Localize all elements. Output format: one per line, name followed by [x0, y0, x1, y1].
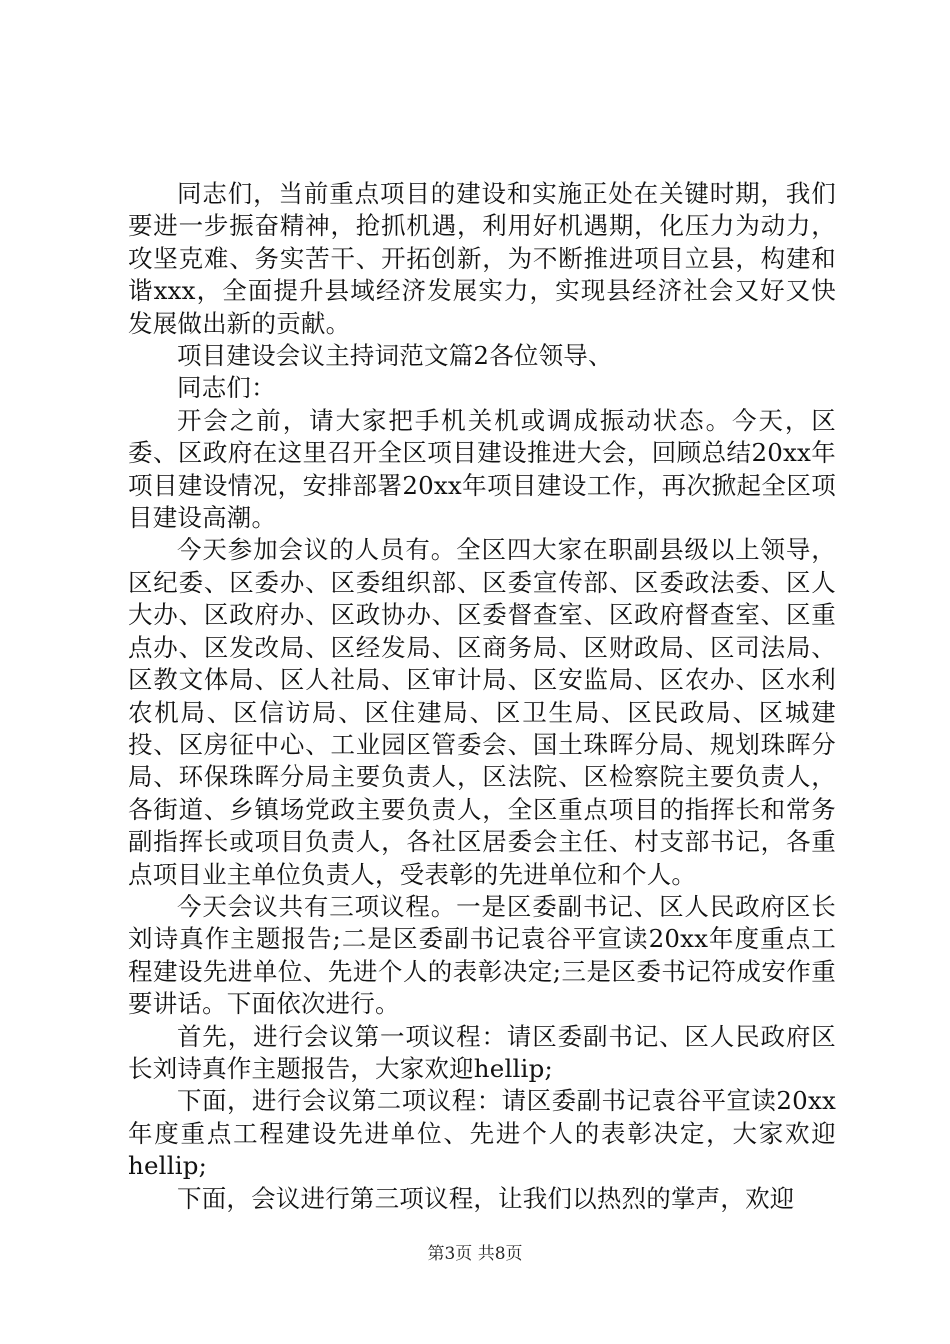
document-body [128, 178, 836, 1215]
paragraph: 同志们： [177, 373, 276, 403]
paragraph: 首先，进行会议第一项议程：请区委副书记、区人民政府区长刘诗真作主题报告，大家欢迎hellip; [128, 1021, 836, 1083]
paragraph: 同志们，当前重点项目的建设和实施正处在关键时期，我们要进一步振奋精神，抢抓机遇，利用好机遇期，化压力为动力，攻坚克难、务实苦干、开拓创新，为不断推进项目立县，构建和谐xxx，全面提升县域经济发展实力，实现县经济社会又好又快发展做出新的贡献。 [128, 179, 836, 338]
page-footer: 第3页 共8页 [427, 1244, 523, 1264]
paragraph: 下面，进行会议第二项议程：请区委副书记袁谷平宣读20xx年度重点工程建设先进单位、先进个人的表彰决定，大家欢迎hellip; [128, 1086, 836, 1181]
paragraph: 今天参加会议的人员有。全区四大家在职副县级以上领导，区纪委、区委办、区委组织部、区委宣传部、区委政法委、区人大办、区政府办、区政协办、区委督查室、区政府督查室、区重点办、区发改局、区经发局、区商务局、区财政局、区司法局、区教文体局、区人社局、区审计局、区安监局、区农办、区水利农机局、区信访局、区住建局、区卫生局、区民政局、区城建投、区房征中心、工业园区管委会、国土珠晖分局、规划珠晖分局、环保珠晖分局主要负责人，区法院、区检察院主要负责人，各街道、乡镇场党政主要负责人，全区重点项目的指挥长和常务副指挥长或项目负责人，各社区居委会主任、村支部书记，各重点项目业主单位负责人，受表彰的先进单位和个人。 [128, 535, 836, 889]
paragraph: 下面，会议进行第三项议程，让我们以热烈的掌声，欢迎 [177, 1183, 795, 1213]
paragraph: 开会之前，请大家把手机关机或调成振动状态。今天，区委、区政府在这里召开全区项目建设推进大会，回顾总结20xx年项目建设情况，安排部署20xx年项目建设工作，再次掀起全区项目建设高潮。 [128, 405, 836, 533]
paragraph: 项目建设会议主持词范文篇2各位领导、 [177, 341, 613, 371]
paragraph: 今天会议共有三项议程。一是区委副书记、区人民政府区长刘诗真作主题报告;二是区委副书记袁谷平宣读20xx年度重点工程建设先进单位、先进个人的表彰决定;三是区委书记符成安作重要讲话。下面依次进行。 [128, 891, 836, 1019]
